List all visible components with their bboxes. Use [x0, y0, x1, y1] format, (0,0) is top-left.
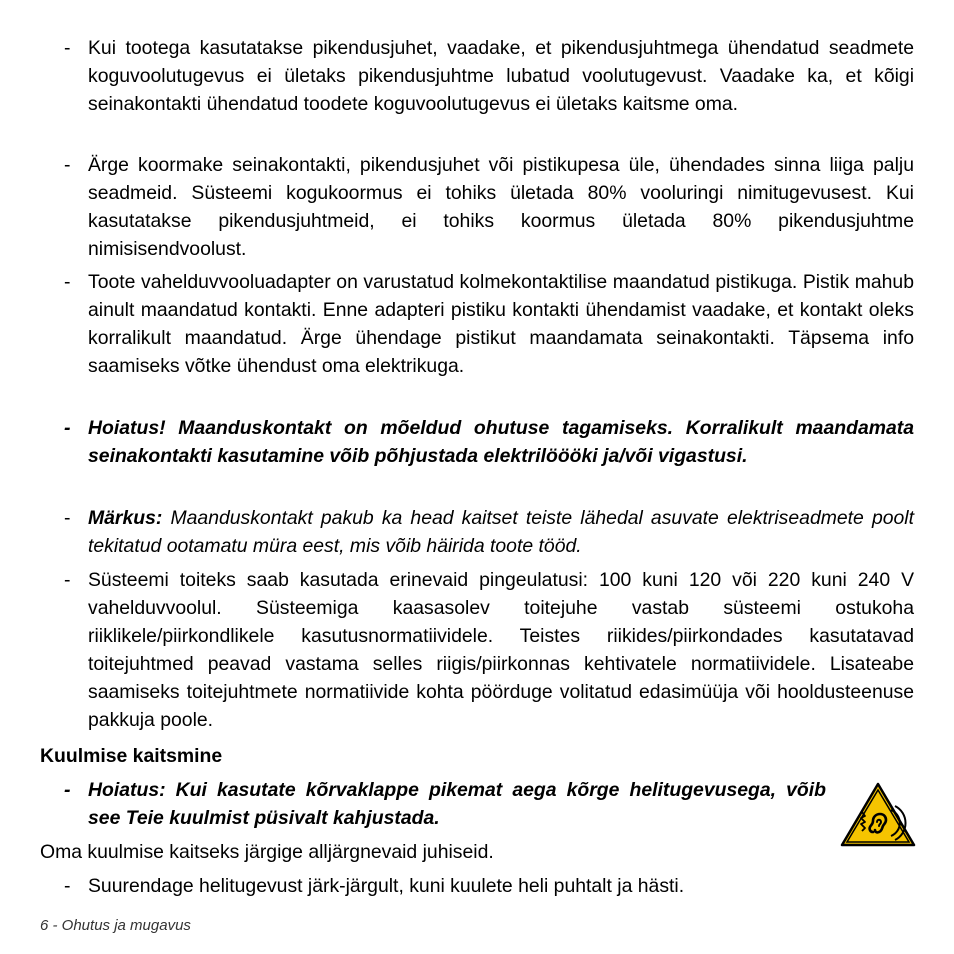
list-item-text: Ärge koormake seinakontakti, pikendusjuhet või pistikupesa üle, ühendades sinna liiga palju seadmeid. Süsteemi kogukoormus ei tohiks ületada 80% vooluringi nimitugevusest. Kui kasutatakse pikendusjuhtmeid, ei tohiks koormus ületada 80% pikendusjuhtme nimisisendvoolust. — [88, 154, 914, 260]
note-label: Märkus: — [88, 507, 163, 529]
list-dash: - — [64, 875, 71, 897]
hearing-warning-item — [64, 776, 826, 832]
hearing-warning-text: Hoiatus: Kui kasutate kõrvaklappe pikemat aega kõrge helitugevusega, võib see Teie kuulmist püsivalt kahjustada. — [88, 779, 826, 829]
list-dash: - — [64, 271, 71, 293]
instruction-paragraph: Oma kuulmise kaitseks järgige alljärgnevaid juhiseid. — [40, 841, 494, 863]
warning-text: Hoiatus! Maanduskontakt on mõeldud ohutuse tagamiseks. Korralikult maandamata seinakontakti kasutamine võib põhjustada elektrilöööki ja/või vigastusi. — [88, 417, 914, 467]
list-dash: - — [64, 507, 71, 529]
list-item — [64, 151, 914, 263]
note-body — [88, 504, 914, 560]
section-heading: Kuulmise kaitsmine — [40, 745, 223, 767]
list-item-text: Süsteemi toiteks saab kasutada erinevaid pingeulatusi: 100 kuni 120 või 220 kuni 240 V vahelduvvoolul. Süsteemiga kaasasolev toitejuhe vastab süsteemi ostukoha riiklikele/piirkondlikele kasutusnormatiividele. Teistes riikides/piirkondades kasutatavad toitejuhtmed peavad vastama selles riigis/piirkonnas kehtivatele normatiividele. Lisateabe saamiseks toitejuhtmete normatiivide kohta pöörduge volitatud edasimüüja või hooldusteenuse pakkuja poole. — [88, 569, 914, 731]
list-item-text: Kui tootega kasutatakse pikendusjuhet, vaadake, et pikendusjuhtmega ühendatud seadmete koguvoolutugevus ei ületaks pikendusjuhtme lubatud voolutugevust. Vaadake ka, et kõigi seinakontakti ühendatud toodete koguvoolutugevus ei ületaks kaitsme oma. — [88, 37, 914, 115]
list-item — [64, 566, 914, 734]
list-item — [64, 872, 914, 900]
list-dash: - — [64, 569, 71, 591]
list-dash: - — [64, 154, 71, 176]
list-dash: - — [64, 37, 71, 59]
page-footer: 6 - Ohutus ja mugavus — [40, 917, 191, 934]
warning-item — [64, 414, 914, 470]
hearing-warning-icon — [840, 782, 916, 848]
list-dash: - — [64, 417, 71, 439]
note-text: Maanduskontakt pakub ka head kaitset teiste lähedal asuvate elektriseadmete poolt tekitatud ootamatu müra eest, mis võib häirida toote tööd. — [88, 507, 914, 557]
list-dash: - — [64, 779, 71, 801]
list-item-text: Toote vahelduvvooluadapter on varustatud kolmekontaktilise maandatud pistikuga. Pistik mahub ainult maandatud kontakti. Enne adapteri pistiku kontakti ühendamist vaadake, et kontakt oleks korralikult maandatud. Ärge ühendage pistikut maandamata seinakontakti. Täpsema info saamiseks võtke ühendust oma elektrikuga. — [88, 271, 914, 377]
list-item-text: Suurendage helitugevust järk-järgult, kuni kuulete heli puhtalt ja hästi. — [88, 875, 685, 897]
note-item — [64, 504, 914, 560]
list-item — [64, 34, 914, 118]
list-item — [64, 268, 914, 380]
